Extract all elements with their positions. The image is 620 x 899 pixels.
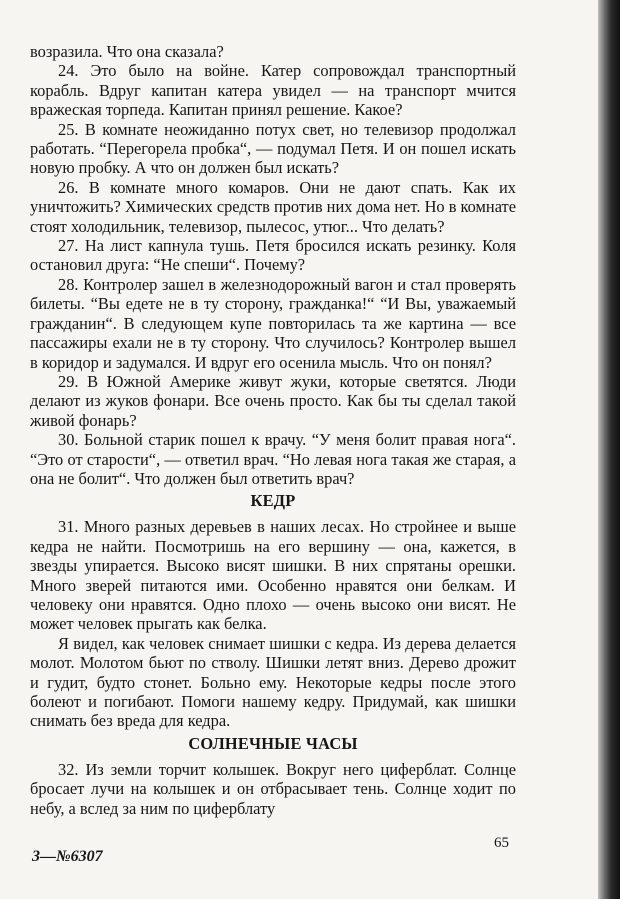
- paragraph-kedr-story: Я видел, как человек снимает шишки с кедра. Из дерева делается молот. Молотом бьют по стволу. Шишки летят вниз. Дерево дрожит и гудит, будто стонет. Больно ему. Некоторые кедры после этого болеют и погибают. Помоги нашему кедру. Придумай, как шишки снимать без вреда для кедра.: [30, 633, 516, 731]
- heading-kedr: КЕДР: [250, 491, 296, 511]
- paragraph-continuation: возразила. Что она сказала?: [30, 42, 224, 61]
- page-number: 65: [494, 835, 509, 851]
- printer-signature: 3—№6307: [32, 848, 103, 865]
- paragraph-24: 24. Это было на войне. Катер сопровождал транспортный корабль. Вдруг капитан катера увидел — на транспорт мчится вражеская торпеда. Капитан принял решение. Какое?: [30, 61, 516, 120]
- paragraph-25: 25. В комнате неожиданно потух свет, но телевизор продолжал работать. “Перегорела пробка“, — подумал Петя. И он пошел искать новую пробку. А что он должен был искать?: [30, 119, 516, 178]
- paragraph-27: 27. На лист капнула тушь. Петя бросился искать резинку. Коля остановил друга: “Не спеши“. Почему?: [30, 236, 516, 275]
- paragraph-29: 29. В Южной Америке живут жуки, которые светятся. Люди делают из жуков фонари. Все очень просто. Как бы ты сделал такой живой фонарь?: [30, 371, 516, 430]
- paragraph-30: 30. Больной старик пошел к врачу. “У меня болит правая нога“. “Это от старости“, — ответил врач. “Но левая нога такая же старая, а она не болит“. Что должен был ответить врач?: [30, 430, 516, 488]
- paragraph-26: 26. В комнате много комаров. Они не дают спать. Как их уничтожить? Химических средств против них дома нет. Но в комнате стоят холодильник, телевизор, пылесос, утюг... Что делать?: [30, 177, 516, 236]
- paragraph-31: 31. Много разных деревьев в наших лесах. Но стройнее и выше кедра не найти. Посмотришь на его вершину — она, кажется, в звезды упирается. Высоко висят шишки. В них спрятаны орешки. Много зверей питаются ими. Особенно нравятся они белкам. И человеку они нравятся. Одно плохо — очень высоко они висят. Не может человек прыгать как белка.: [30, 517, 516, 634]
- book-spine-shadow: [598, 0, 620, 899]
- page-text: [30, 42, 516, 818]
- heading-sundial: СОЛНЕЧНЫЕ ЧАСЫ: [188, 733, 358, 753]
- paragraph-28: 28. Контролер зашел в железнодорожный вагон и стал проверять билеты. “Вы едете не в ту сторону, гражданка!“ “И Вы, уважаемый гражданин“. В следующем купе повторилась та же картина — все пассажиры ехали не в ту сторону. Что случилось? Контролер вышел в коридор и задумался. И вдруг его осенила мысль. Что он понял?: [30, 274, 516, 372]
- paragraph-32: 32. Из земли торчит колышек. Вокруг него циферблат. Солнце бросает лучи на колышек и он отбрасывает тень. Солнце ходит по небу, а вслед за ним по циферблату: [30, 759, 516, 818]
